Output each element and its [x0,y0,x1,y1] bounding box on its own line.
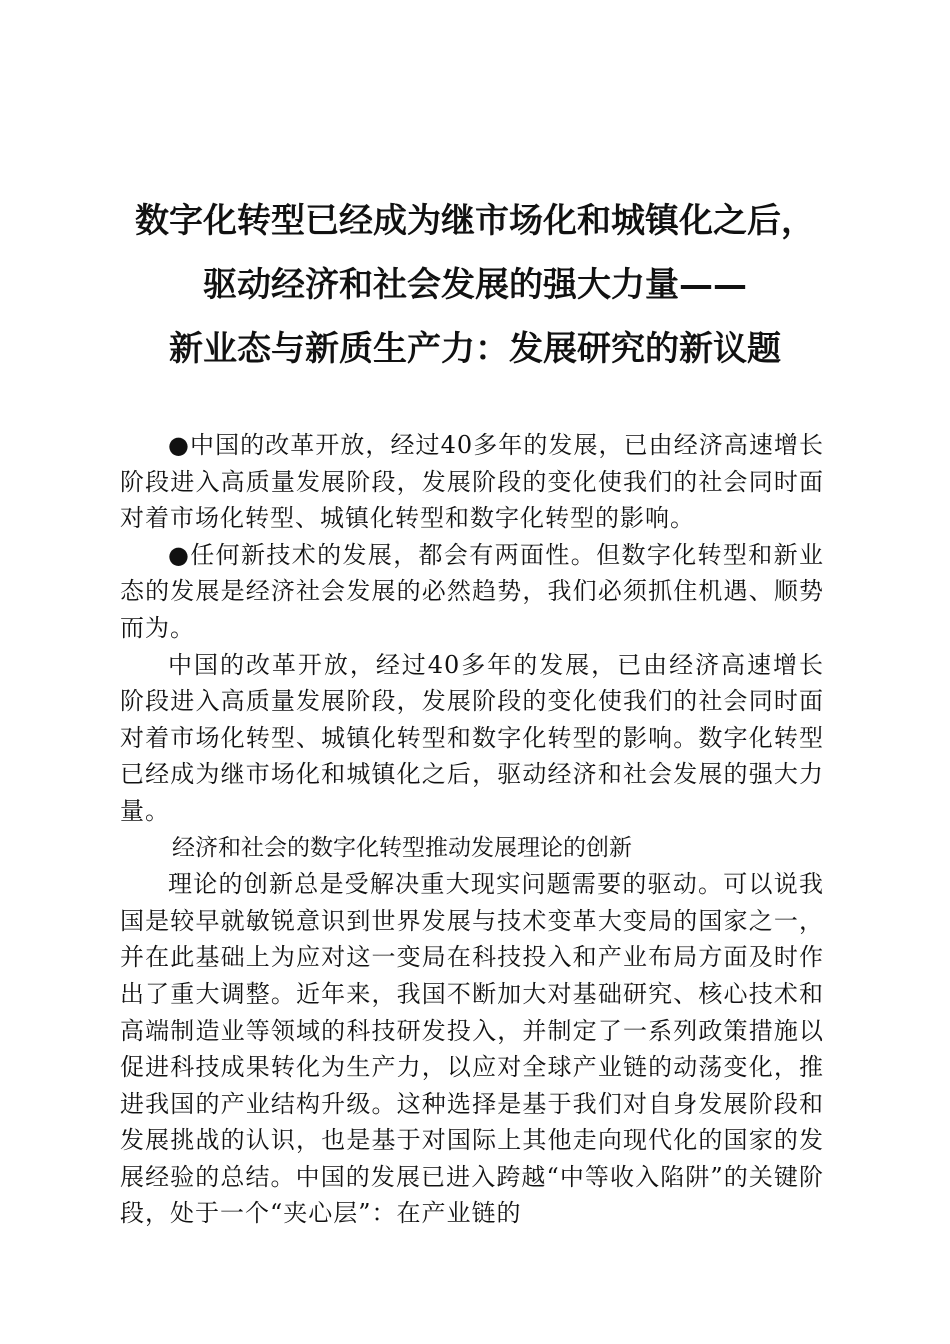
document-title [0,189,950,381]
title-line-1: 数字化转型已经成为继市场化和城镇化之后， [135,201,815,241]
document-body [120,427,824,1232]
section-paragraph: 理论的创新总是受解决重大现实问题需要的驱动。可以说我国是较早就敏锐意识到世界发展与技术变革大变局的国家之一，并在此基础上为应对这一变局在科技投入和产业布局方面及时作出了重大调整。近年来，我国不断加大对基础研究、核心技术和高端制造业等领域的科技研发投入，并制定了一系列政策措施以促进科技成果转化为生产力，以应对全球产业链的动荡变化，推进我国的产业结构升级。这种选择是基于我们对自身发展阶段和发展挑战的认识，也是基于对国际上其他走向现代化的国家的发展经验的总结。中国的发展已进入跨越“中等收入陷阱”的关键阶段，处于一个“夹心层”：在产业链的 [120,870,824,1228]
section-heading: 经济和社会的数字化转型推动发展理论的创新 [172,834,632,861]
highlight-paragraph-2: ●任何新技术的发展，都会有两面性。但数字化转型和新业态的发展是经济社会发展的必然趋势，我们必须抓住机遇、顺势而为。 [120,540,824,642]
highlight-paragraph-1: ●中国的改革开放，经过40多年的发展，已由经济高速增长阶段进入高质量发展阶段，发展阶段的变化使我们的社会同时面对着市场化转型、城镇化转型和数字化转型的影响。 [120,431,824,533]
title-line-2: 驱动经济和社会发展的强大力量—— [203,265,747,305]
intro-paragraph: 中国的改革开放，经过40多年的发展，已由经济高速增长阶段进入高质量发展阶段，发展阶段的变化使我们的社会同时面对着市场化转型、城镇化转型和数字化转型的影响。数字化转型已经成为继市场化和城镇化之后，驱动经济和社会发展的强大力量。 [120,650,824,825]
title-line-3: 新业态与新质生产力：发展研究的新议题 [169,329,781,369]
